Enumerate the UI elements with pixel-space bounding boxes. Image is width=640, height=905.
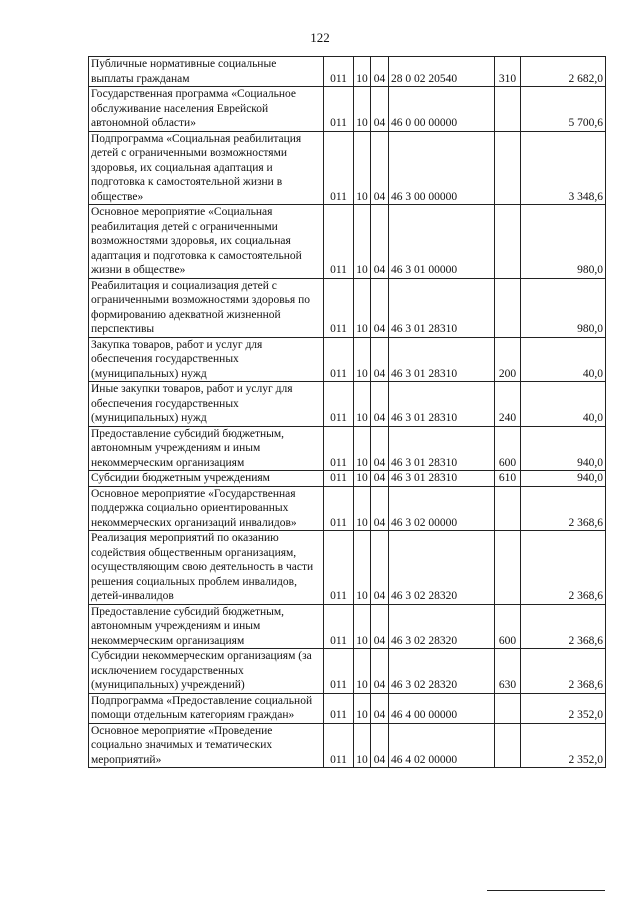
table-row [89, 131, 606, 205]
row-amount: 940,0 [521, 471, 606, 487]
row-subsection-code: 04 [371, 426, 389, 471]
row-expense-type-code: 600 [495, 426, 521, 471]
row-target-article-code: 28 0 02 20540 [389, 57, 495, 87]
table-row [89, 604, 606, 649]
row-ministry-code: 011 [324, 693, 354, 723]
page-number: 122 [310, 30, 330, 45]
row-ministry-code: 011 [324, 604, 354, 649]
row-ministry-code: 011 [324, 649, 354, 694]
row-target-article-code: 46 3 02 28320 [389, 604, 495, 649]
row-target-article-code: 46 0 00 00000 [389, 87, 495, 132]
row-name: Закупка товаров, работ и услуг для обеспечения государственных (муниципальных) нужд [89, 337, 324, 382]
row-ministry-code: 011 [324, 205, 354, 279]
row-name: Реализация мероприятий по оказанию содействия общественным организациям, осуществляющим свою деятельность в части решения социальных проблем инвалидов, детей-инвалидов [89, 531, 324, 605]
row-ministry-code: 011 [324, 723, 354, 768]
row-target-article-code: 46 3 01 28310 [389, 382, 495, 427]
row-ministry-code: 011 [324, 131, 354, 205]
row-target-article-code: 46 3 00 00000 [389, 131, 495, 205]
row-target-article-code: 46 3 02 28320 [389, 531, 495, 605]
row-amount: 980,0 [521, 205, 606, 279]
row-expense-type-code [495, 205, 521, 279]
row-section-code: 10 [354, 87, 371, 132]
row-amount: 2 368,6 [521, 604, 606, 649]
row-target-article-code: 46 3 01 28310 [389, 426, 495, 471]
row-section-code: 10 [354, 337, 371, 382]
row-amount: 2 368,6 [521, 649, 606, 694]
table-row [89, 486, 606, 531]
row-ministry-code: 011 [324, 337, 354, 382]
row-name: Субсидии бюджетным учреждениям [89, 471, 324, 487]
row-ministry-code: 011 [324, 486, 354, 531]
row-expense-type-code [495, 723, 521, 768]
row-ministry-code: 011 [324, 531, 354, 605]
row-section-code: 10 [354, 382, 371, 427]
row-target-article-code: 46 3 01 28310 [389, 337, 495, 382]
row-expense-type-code [495, 87, 521, 132]
row-section-code: 10 [354, 205, 371, 279]
row-subsection-code: 04 [371, 87, 389, 132]
row-ministry-code: 011 [324, 57, 354, 87]
row-name: Предоставление субсидий бюджетным, автономным учреждениям и иным некоммерческим организациям [89, 426, 324, 471]
row-subsection-code: 04 [371, 531, 389, 605]
row-section-code: 10 [354, 278, 371, 337]
signature-line [487, 890, 605, 891]
table-row [89, 205, 606, 279]
row-subsection-code: 04 [371, 693, 389, 723]
table-row [89, 471, 606, 487]
table-row [89, 57, 606, 87]
table-row [89, 278, 606, 337]
row-target-article-code: 46 3 01 28310 [389, 278, 495, 337]
row-name: Публичные нормативные социальные выплаты гражданам [89, 57, 324, 87]
table-row [89, 382, 606, 427]
row-expense-type-code [495, 531, 521, 605]
row-name: Субсидии некоммерческим организациям (за исключением государственных (муниципальных) учреждений) [89, 649, 324, 694]
row-section-code: 10 [354, 57, 371, 87]
row-target-article-code: 46 3 01 00000 [389, 205, 495, 279]
row-name: Основное мероприятие «Проведение социально значимых и тематических мероприятий» [89, 723, 324, 768]
row-section-code: 10 [354, 723, 371, 768]
row-expense-type-code: 630 [495, 649, 521, 694]
row-expense-type-code [495, 693, 521, 723]
row-section-code: 10 [354, 531, 371, 605]
table-row [89, 531, 606, 605]
row-subsection-code: 04 [371, 278, 389, 337]
row-amount: 2 682,0 [521, 57, 606, 87]
row-expense-type-code [495, 278, 521, 337]
row-target-article-code: 46 4 00 00000 [389, 693, 495, 723]
row-target-article-code: 46 3 02 28320 [389, 649, 495, 694]
row-name: Подпрограмма «Предоставление социальной помощи отдельным категориям граждан» [89, 693, 324, 723]
row-ministry-code: 011 [324, 87, 354, 132]
row-expense-type-code: 240 [495, 382, 521, 427]
row-ministry-code: 011 [324, 426, 354, 471]
row-section-code: 10 [354, 486, 371, 531]
row-subsection-code: 04 [371, 604, 389, 649]
row-subsection-code: 04 [371, 382, 389, 427]
row-section-code: 10 [354, 426, 371, 471]
row-target-article-code: 46 3 01 28310 [389, 471, 495, 487]
row-name: Подпрограмма «Социальная реабилитация детей с ограниченными возможностями здоровья, их социальная адаптация и подготовка к самостоятельной жизни в обществе» [89, 131, 324, 205]
row-ministry-code: 011 [324, 471, 354, 487]
row-subsection-code: 04 [371, 486, 389, 531]
row-expense-type-code: 610 [495, 471, 521, 487]
table-row [89, 693, 606, 723]
row-name: Предоставление субсидий бюджетным, автономным учреждениям и иным некоммерческим организациям [89, 604, 324, 649]
row-ministry-code: 011 [324, 382, 354, 427]
table-row [89, 723, 606, 768]
row-amount: 980,0 [521, 278, 606, 337]
row-amount: 940,0 [521, 426, 606, 471]
budget-table-body [89, 57, 606, 768]
row-name: Основное мероприятие «Государственная поддержка социально ориентированных некоммерческих организаций инвалидов» [89, 486, 324, 531]
row-subsection-code: 04 [371, 471, 389, 487]
row-section-code: 10 [354, 131, 371, 205]
row-subsection-code: 04 [371, 57, 389, 87]
row-section-code: 10 [354, 471, 371, 487]
table-row [89, 649, 606, 694]
table-row [89, 426, 606, 471]
row-subsection-code: 04 [371, 649, 389, 694]
row-subsection-code: 04 [371, 337, 389, 382]
row-subsection-code: 04 [371, 131, 389, 205]
row-expense-type-code [495, 486, 521, 531]
row-expense-type-code: 310 [495, 57, 521, 87]
row-section-code: 10 [354, 649, 371, 694]
row-amount: 2 352,0 [521, 723, 606, 768]
table-row [89, 337, 606, 382]
row-target-article-code: 46 3 02 00000 [389, 486, 495, 531]
row-name: Иные закупки товаров, работ и услуг для обеспечения государственных (муниципальных) нужд [89, 382, 324, 427]
row-subsection-code: 04 [371, 723, 389, 768]
row-target-article-code: 46 4 02 00000 [389, 723, 495, 768]
row-section-code: 10 [354, 604, 371, 649]
row-amount: 40,0 [521, 337, 606, 382]
budget-table [88, 56, 606, 768]
row-name: Государственная программа «Социальное обслуживание населения Еврейской автономной области» [89, 87, 324, 132]
row-amount: 5 700,6 [521, 87, 606, 132]
row-amount: 2 368,6 [521, 531, 606, 605]
table-row [89, 87, 606, 132]
row-name: Реабилитация и социализация детей с ограниченными возможностями здоровья по формированию адекватной жизненной перспективы [89, 278, 324, 337]
row-expense-type-code: 200 [495, 337, 521, 382]
row-amount: 3 348,6 [521, 131, 606, 205]
row-amount: 40,0 [521, 382, 606, 427]
row-expense-type-code [495, 131, 521, 205]
row-amount: 2 352,0 [521, 693, 606, 723]
row-name: Основное мероприятие «Социальная реабилитация детей с ограниченными возможностями здоровья, их социальная адаптация и подготовка к самостоятельной жизни в обществе» [89, 205, 324, 279]
row-amount: 2 368,6 [521, 486, 606, 531]
row-subsection-code: 04 [371, 205, 389, 279]
row-expense-type-code: 600 [495, 604, 521, 649]
row-section-code: 10 [354, 693, 371, 723]
row-ministry-code: 011 [324, 278, 354, 337]
